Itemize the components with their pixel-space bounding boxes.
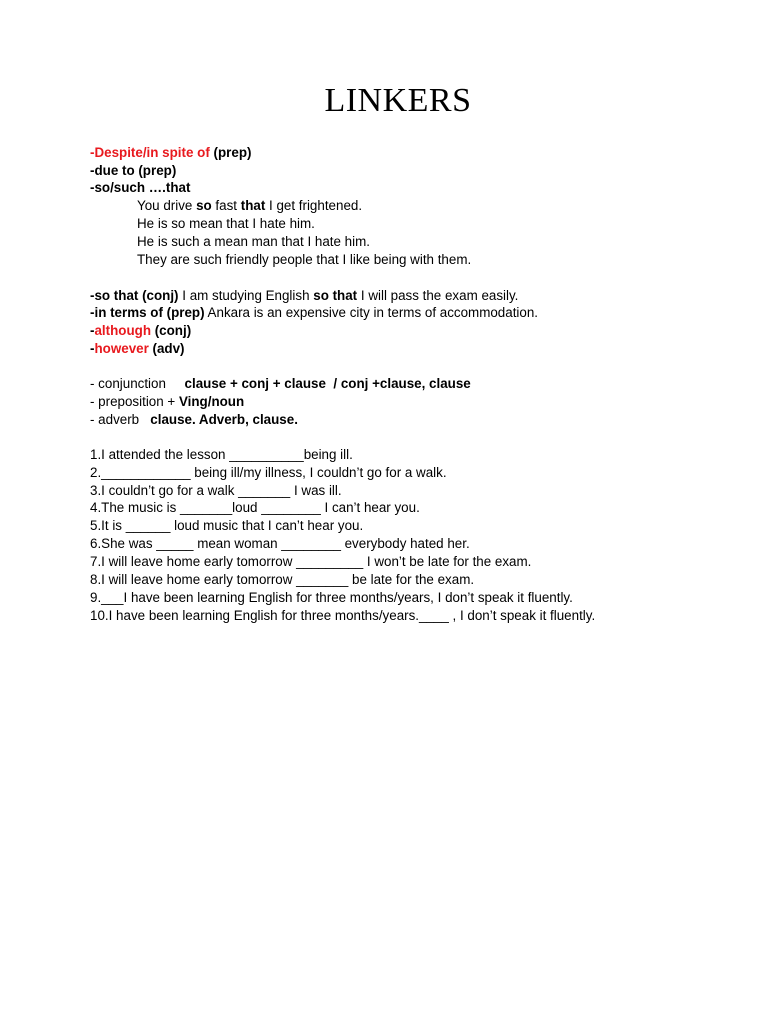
linker-term: although (94, 323, 151, 338)
example-keyword: that (240, 198, 266, 213)
linker-in-terms-of (90, 304, 538, 322)
exercise-item: 1.I attended the lesson __________being ill. (90, 447, 353, 462)
linker-although (90, 322, 191, 340)
linker-so-that (90, 287, 518, 305)
page-title: LINKERS (324, 82, 472, 119)
example-keyword: so that (313, 288, 358, 303)
linker-term: -so that (conj) (90, 288, 179, 303)
example-text: fast (211, 198, 241, 213)
rule-pattern: clause + conj + clause / conj +clause, clause (184, 376, 471, 391)
exercise-item: 7.I will leave home early tomorrow _________ I won’t be late for the exam. (90, 554, 532, 569)
exercise-item: 10.I have been learning English for three months/years.____ , I don’t speak it fluently. (90, 608, 596, 623)
linker-despite (90, 144, 251, 162)
rule-label: - preposition + (90, 394, 179, 409)
linker-term: however (94, 341, 149, 356)
exercise-item: 4.The music is _______loud ________ I can’t hear you. (90, 500, 420, 515)
exercise-item: 5.It is ______ loud music that I can’t hear you. (90, 518, 364, 533)
linker-however (90, 340, 185, 358)
example-text: I am studying English (178, 288, 314, 303)
example-text: You drive (137, 198, 197, 213)
linker-type: (conj) (151, 323, 192, 338)
exercise-item: 2.____________ being ill/my illness, I couldn’t go for a walk. (90, 465, 447, 480)
example-text: I get frightened. (265, 198, 363, 213)
linker-type: (adv) (148, 341, 185, 356)
rule-adverb (90, 411, 298, 429)
rule-pattern: clause. Adverb, clause. (150, 412, 298, 427)
example-such-that-1: He is such a mean man that I hate him. (137, 234, 370, 249)
rule-label: - conjunction (90, 376, 185, 391)
example-so-that-1 (137, 197, 362, 215)
example-so-that-2: He is so mean that I hate him. (137, 216, 315, 231)
example-such-that-2: They are such friendly people that I like being with them. (137, 252, 472, 267)
rule-conjunction (90, 375, 471, 393)
linker-despite-term: -Despite/in spite of (90, 145, 210, 160)
rule-preposition (90, 393, 244, 411)
rule-pattern: Ving/noun (178, 394, 245, 409)
linker-so-such: -so/such ….that (90, 180, 191, 195)
exercise-item: 6.She was _____ mean woman ________ everybody hated her. (90, 536, 470, 551)
dash: - (90, 323, 95, 338)
example-text: Ankara is an expensive city in terms of accommodation. (204, 305, 539, 320)
exercise-item: 3.I couldn’t go for a walk _______ I was ill. (90, 483, 342, 498)
exercise-item: 8.I will leave home early tomorrow _______ be late for the exam. (90, 572, 475, 587)
rule-label: - adverb (90, 412, 151, 427)
example-text: I will pass the exam easily. (357, 288, 519, 303)
linker-despite-type: (prep) (209, 145, 252, 160)
linker-term: in terms of (prep) (94, 305, 205, 320)
exercise-item: 9.___I have been learning English for three months/years, I don’t speak it fluently. (90, 590, 573, 605)
example-keyword: so (196, 198, 212, 213)
dash: - (90, 305, 95, 320)
linker-due-to: -due to (prep) (90, 163, 177, 178)
dash: - (90, 341, 95, 356)
